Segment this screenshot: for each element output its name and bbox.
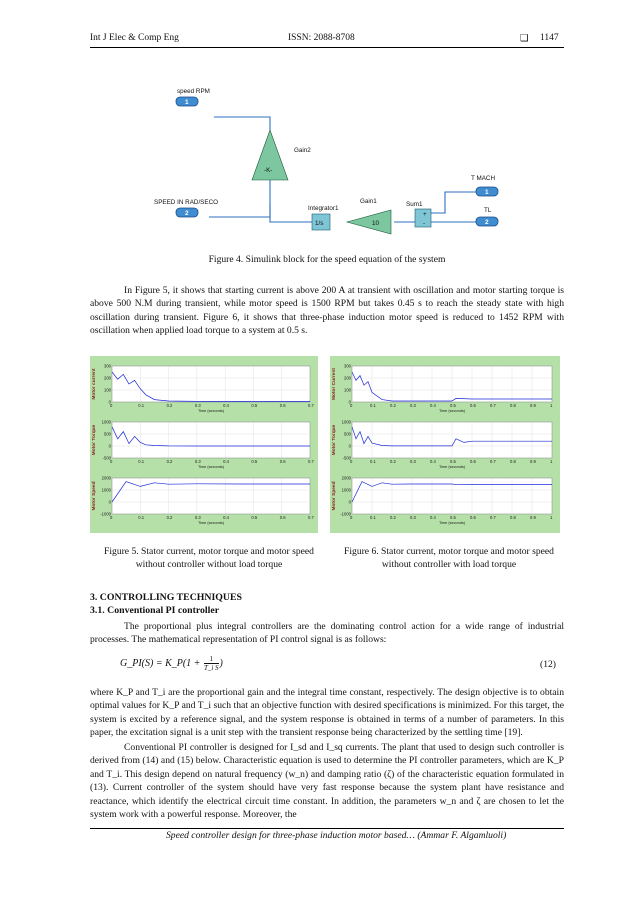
paragraph-pi-definition: where K_P and T_i are the proportional gain and the integral time constant, respectively. The design objective is to obtain optimal values for K_P and T_i such that an objective function with desired specifications is minimized. For this target, the system is excited by a reference signal, and the system response is obtained in terms of a number of parameters. In this paper, the excitation signal is a unit step with the transient response being characterized by the settling time [19]. bbox=[90, 687, 564, 739]
figure6-panel-3-ytick-label: 0 bbox=[348, 499, 351, 505]
figure5-panel-1-xtick-label: 0.6 bbox=[279, 403, 286, 408]
paragraph-pi-design: Conventional PI controller is designed for I_sd and I_sq currents. The plant that used to design such controller is derived from (14) and (15) below. Characteristic equation is used to determine the PI controller parameters, which are K_P and T_i. This design depend on natural frequency (w_n) and damping ratio (ζ) of the characteristic equation formulated in (13). Current controller of the system should have very fast response because the system plant have resistance and reactance, which identify the electrical circuit time constant. In addition, the parameters w_n and ζ are chosen to let the system work with a powerful response. Moreover, the bbox=[90, 742, 564, 821]
equation-12-number: (12) bbox=[540, 659, 556, 670]
gain1-value: 10 bbox=[372, 220, 380, 227]
figure6-panel-1-ytick-label: 300 bbox=[344, 363, 351, 369]
integrator-label: Integrator1 bbox=[308, 205, 339, 212]
figure5-panel-1-ylabel: Motor current bbox=[92, 368, 97, 400]
gain2-value: -K- bbox=[264, 167, 273, 174]
figure6-panel-1-xtick-label: 0.3 bbox=[410, 403, 416, 408]
figure6-panel-1-xlabel: Time (seconds) bbox=[438, 409, 466, 413]
sum-label: Sum1 bbox=[406, 201, 423, 208]
page-number: 1147 bbox=[540, 33, 559, 43]
figure6-panel-2-xtick-label: 0.4 bbox=[430, 459, 436, 464]
figure5-panel-3-xtick-label: 0.5 bbox=[251, 515, 258, 520]
figure5-panel-1-xtick-label: 0.2 bbox=[166, 403, 173, 408]
figure5-panel-2-xlabel: Time (seconds) bbox=[197, 465, 225, 469]
figure6-panel-1-xtick-label: 1 bbox=[550, 403, 553, 408]
figure6-chart bbox=[330, 356, 560, 533]
journal-name: Int J Elec & Comp Eng bbox=[90, 33, 179, 43]
page-marker: ❑ bbox=[520, 34, 529, 44]
figure5-panel-2-ytick-label: 500 bbox=[104, 431, 111, 437]
figure6-panel-2-xtick-label: 0 bbox=[350, 459, 353, 464]
paragraph-figure-discussion: In Figure 5, it shows that starting current is above 200 A at transient with oscillation and motor starting torque is above 500 N.M during transient, while motor speed is 1500 RPM but takes 0.45 s to reach the steady state with high oscillation during transient. Figure 6, it shows that three-phase induction motor speed is reduced to 1452 RPM with oscillation when applied load torque to a system at 0.5 s. bbox=[90, 285, 564, 337]
figure5-panel-3-ylabel: Motor Speed bbox=[92, 481, 97, 511]
figure5-panel-3-xtick-label: 0.1 bbox=[138, 515, 145, 520]
figure6-panel-2-xlabel: Time (seconds) bbox=[438, 465, 466, 469]
figure6-panel-3-xtick-label: 0.3 bbox=[410, 515, 416, 520]
figure5-panel-1-xtick-label: 0 bbox=[110, 403, 113, 408]
equation-12-fraction bbox=[204, 655, 219, 672]
figure6-panel-3-xtick-label: 0.5 bbox=[450, 515, 456, 520]
figure6-panel-2-ylabel: Motor Torque bbox=[332, 424, 337, 456]
figure6-panel-3-ytick-label: 2000 bbox=[341, 475, 351, 481]
integrator-value: 1/s bbox=[315, 220, 324, 227]
figure5-panel-1-xtick-label: 0.1 bbox=[138, 403, 145, 408]
figure5-panel-3-ytick-label: 1000 bbox=[101, 487, 111, 493]
figure5-panel-3-xtick-label: 0 bbox=[110, 515, 113, 520]
figure6-panel-3-ytick-label: -1000 bbox=[340, 511, 351, 517]
figure6-panel-3-ytick-label: 1000 bbox=[341, 487, 351, 493]
figure5-panel-1-plot-area bbox=[112, 366, 310, 402]
figure5-panel-3-xtick-label: 0.3 bbox=[194, 515, 201, 520]
figure6-panel-3-xtick-label: 0.4 bbox=[430, 515, 436, 520]
figure5-panel-2-plot-area bbox=[112, 422, 310, 458]
figure5-caption: Figure 5. Stator current, motor torque and motor speed without controller without load torque bbox=[104, 546, 314, 570]
figure5-panel-3-plot-area bbox=[112, 478, 310, 514]
wire-tmach-sum bbox=[431, 192, 476, 213]
figure5-panel-3-ytick-label: -1000 bbox=[100, 511, 111, 517]
figure5-panel-1-xtick-label: 0.3 bbox=[194, 403, 201, 408]
figure6-panel-3-xtick-label: 0.9 bbox=[530, 515, 536, 520]
figure5-panel-1-xtick-label: 0.4 bbox=[223, 403, 229, 408]
figure5-panel-3-ytick-label: 2000 bbox=[101, 475, 111, 481]
gain2-label: Gain2 bbox=[294, 147, 311, 154]
figure6-panel-3-ylabel: Motor Speed bbox=[332, 481, 337, 511]
header-rule bbox=[90, 47, 564, 48]
figure5-panel-2-ytick-label: 0 bbox=[108, 443, 111, 449]
footer-rule bbox=[90, 828, 564, 829]
figure5-panel-2-ytick-label: 1000 bbox=[101, 419, 111, 425]
figure5-panel-1-xtick-label: 0.7 bbox=[308, 403, 314, 408]
figure6-panel-3-xtick-label: 0.8 bbox=[510, 515, 516, 520]
figure5-panel-2-xtick-label: 0.6 bbox=[279, 459, 286, 464]
figure6-panel-3-xtick-label: 1 bbox=[550, 515, 553, 520]
figure6-panel-2-xtick-label: 0.1 bbox=[370, 459, 376, 464]
figure6-caption: Figure 6. Stator current, motor torque and motor speed without controller with load torque bbox=[344, 546, 554, 570]
inport-1-num: 1 bbox=[485, 189, 489, 196]
figure6-panel-2-xtick-label: 0.2 bbox=[390, 459, 396, 464]
figure5-panel-2-xtick-label: 0.1 bbox=[138, 459, 145, 464]
figure5-panel-1-ytick-label: 200 bbox=[104, 375, 111, 381]
simulink-diagram bbox=[140, 80, 520, 240]
figure5-panel-3-xlabel: Time (seconds) bbox=[197, 521, 225, 525]
figure6-panel-1-xtick-label: 0.4 bbox=[430, 403, 436, 408]
figure6-panel-1-xtick-label: 0.5 bbox=[450, 403, 456, 408]
figure6-panel-1-ytick-label: 0 bbox=[348, 399, 351, 405]
figure5-panel-2-xtick-label: 0 bbox=[110, 459, 113, 464]
figure5-panel-3-ytick-label: 0 bbox=[108, 499, 111, 505]
footer-text: Speed controller design for three-phase induction motor based… (Ammar F. Algamluoli) bbox=[166, 830, 507, 841]
figure6-panel-3-xtick-label: 0 bbox=[350, 515, 353, 520]
figure6-panel-1-xtick-label: 0.6 bbox=[470, 403, 476, 408]
outport-1-num: 1 bbox=[185, 99, 189, 106]
figure5-panel-1-ytick-label: 100 bbox=[104, 387, 111, 393]
figure6-panel-3-xtick-label: 0.1 bbox=[370, 515, 376, 520]
figure4-caption: Figure 4. Simulink block for the speed equation of the system bbox=[208, 254, 446, 265]
sum-minus: - bbox=[423, 220, 426, 227]
equation-12-denominator: T_i S bbox=[203, 664, 219, 672]
figure6-panel-2-xtick-label: 0.9 bbox=[530, 459, 536, 464]
gain1-block bbox=[347, 210, 391, 234]
figure6-panel-2-ytick-label: 1000 bbox=[341, 419, 351, 425]
figure5-panel-1-ytick-label: 300 bbox=[104, 363, 111, 369]
paragraph-pi-intro: The proportional plus integral controllers are the dominating control action for a wide range of industrial processes. The mathematical representation of PI control signal is as follows: bbox=[90, 621, 564, 646]
figure6-panel-3-xlabel: Time (seconds) bbox=[438, 521, 466, 525]
equation-12-numerator: 1 bbox=[204, 655, 219, 664]
label-tmach: T MACH bbox=[471, 175, 496, 182]
figure5-panel-2-xtick-label: 0.7 bbox=[308, 459, 314, 464]
figure5-panel-3-xtick-label: 0.6 bbox=[279, 515, 286, 520]
figure5-panel-2-ytick-label: -500 bbox=[102, 455, 111, 461]
outport-2-num: 2 bbox=[185, 210, 189, 217]
figure5-panel-2-xtick-label: 0.4 bbox=[223, 459, 229, 464]
figure6-panel-1-ytick-label: 100 bbox=[344, 387, 351, 393]
figure5-panel-3-xtick-label: 0.2 bbox=[166, 515, 173, 520]
figure6-panel-2-xtick-label: 1 bbox=[550, 459, 553, 464]
figure6-panel-1-xtick-label: 0.7 bbox=[490, 403, 496, 408]
section-3-1-heading: 3.1. Conventional PI controller bbox=[90, 605, 220, 616]
figure6-panel-2-ytick-label: 0 bbox=[348, 443, 351, 449]
figure6-panel-3-xtick-label: 0.2 bbox=[390, 515, 396, 520]
figure6-panel-1-xtick-label: 0.9 bbox=[530, 403, 536, 408]
gain1-label: Gain1 bbox=[360, 198, 377, 205]
figure6-panel-2-ytick-label: -500 bbox=[342, 455, 351, 461]
figure5-panel-2-ylabel: Motor Torque bbox=[92, 424, 97, 456]
figure5-panel-2-xtick-label: 0.3 bbox=[194, 459, 201, 464]
figure6-panel-2-ytick-label: 500 bbox=[344, 431, 351, 437]
figure6-panel-1-xtick-label: 0.2 bbox=[390, 403, 396, 408]
figure6-panel-2-xtick-label: 0.6 bbox=[470, 459, 476, 464]
label-speed-rpm: speed RPM bbox=[177, 88, 210, 95]
figure6-panel-1-xtick-label: 0.1 bbox=[370, 403, 376, 408]
figure6-panel-1-xtick-label: 0 bbox=[350, 403, 353, 408]
figure6-panel-2-xtick-label: 0.7 bbox=[490, 459, 496, 464]
figure6-panel-2-xtick-label: 0.8 bbox=[510, 459, 516, 464]
figure6-panel-2-xtick-label: 0.5 bbox=[450, 459, 456, 464]
section-3-heading: 3. CONTROLLING TECHNIQUES bbox=[90, 592, 242, 603]
equation-12-rhs: ) bbox=[219, 657, 223, 669]
figure5-chart bbox=[90, 356, 318, 533]
figure6-panel-3-xtick-label: 0.7 bbox=[490, 515, 496, 520]
equation-12-lhs: G_PI(S) = K_P(1 + bbox=[120, 657, 203, 669]
inport-2-num: 2 bbox=[485, 219, 489, 226]
figure6-panel-1-xtick-label: 0.8 bbox=[510, 403, 516, 408]
figure6-panel-1-ytick-label: 200 bbox=[344, 375, 351, 381]
figure5-panel-2-xtick-label: 0.5 bbox=[251, 459, 258, 464]
figure5-panel-3-xtick-label: 0.4 bbox=[223, 515, 229, 520]
figure6-panel-2-xtick-label: 0.3 bbox=[410, 459, 416, 464]
label-speed-rad: SPEED IN RAD/SECO bbox=[154, 199, 219, 206]
figure5-panel-1-xlabel: Time (seconds) bbox=[197, 409, 225, 413]
figure5-panel-1-xtick-label: 0.5 bbox=[251, 403, 258, 408]
figure5-panel-1-ytick-label: 0 bbox=[108, 399, 111, 405]
wire-to-out2 bbox=[209, 204, 270, 217]
issn: ISSN: 2088-8708 bbox=[288, 33, 355, 43]
equation-12 bbox=[120, 655, 223, 672]
label-tl: TL bbox=[484, 207, 492, 214]
figure6-panel-1-ylabel: Motor Current bbox=[332, 368, 337, 400]
figure6-panel-3-xtick-label: 0.6 bbox=[470, 515, 476, 520]
figure5-panel-2-xtick-label: 0.2 bbox=[166, 459, 173, 464]
figure5-panel-3-xtick-label: 0.7 bbox=[308, 515, 314, 520]
sum-plus: + bbox=[423, 211, 427, 218]
